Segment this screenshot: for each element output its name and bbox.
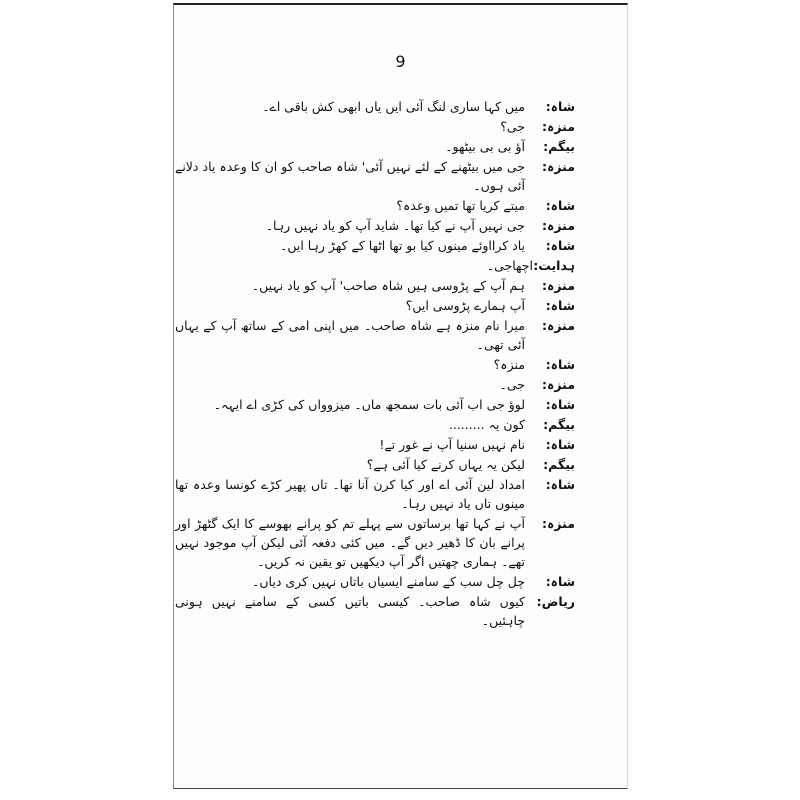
- dialogue-line: [175, 256, 575, 275]
- dialogue-line: [175, 514, 575, 571]
- speech-text: منزہ؟: [493, 357, 525, 372]
- speaker-label: بیگم:: [543, 139, 575, 154]
- speech-text: یاد کرااوئے مینوں کیا بو تھا اٹھا کے کھڑ رہا ایں۔: [280, 238, 525, 253]
- speaker-label: ہدایت:: [533, 258, 575, 273]
- speech-text: جی میں بیٹھنے کے لئے نہیں آئی' شاہ صاحب کو ان کا وعدہ یاد دلانے آئی ہوں۔: [175, 159, 525, 193]
- speaker-label: شاہ:: [545, 574, 575, 589]
- speaker-label: شاہ:: [545, 477, 575, 492]
- speech-text: آپ ہمارے پڑوسی ایں؟: [405, 298, 525, 313]
- dialogue-line: [175, 375, 575, 394]
- dialogue-line: [175, 196, 575, 215]
- speaker-label: منزہ:: [542, 377, 575, 392]
- speech-text: میرا نام منزہ ہے شاہ صاحب۔ میں اپنی امی کے ساتھ آپ کے یہاں آئی تھی۔: [175, 318, 525, 352]
- dialogue-line: [175, 296, 575, 315]
- dialogue-line: [175, 216, 575, 235]
- speaker-label: شاہ:: [545, 238, 575, 253]
- speaker-label: شاہ:: [545, 357, 575, 372]
- page-number: 9: [395, 52, 406, 71]
- speaker-label: شاہ:: [545, 198, 575, 213]
- speaker-label: بیگم:: [543, 417, 575, 432]
- dialogue-line: [175, 97, 575, 116]
- speech-text: کیوں شاہ صاحب۔ کیسی باتیں کسی کے سامنے نہیں ہونی چاہئیں۔: [175, 594, 525, 628]
- speaker-label: بیگم:: [543, 457, 575, 472]
- dialogue-line: [175, 355, 575, 374]
- speech-text: میتے کریا تھا تمیں وعدہ؟: [396, 198, 525, 213]
- speech-text: آپ نے کہا تھا برساتوں سے پہلے تم کو پرانے بھوسے کا ایک گٹھڑ اور پرانے بان کا ڈھیر دیں گے۔ میں کئی دفعہ آئی لیکن آپ موجود نہیں تھے۔ ہماری چھتیں اگر آپ دیکھیں تو یقین نہ کریں۔: [175, 516, 525, 569]
- speech-text: امداد لین آئی اے اور کیا کرن آنا تھا۔ تاں پھیر کڑے کونسا وعدہ تھا مینوں تاں یاد نہیں رہا۔: [175, 477, 525, 511]
- speaker-label: شاہ:: [545, 437, 575, 452]
- dialogue-line: [175, 236, 575, 255]
- speech-text: آؤ بی بی بیٹھو۔: [445, 139, 525, 154]
- dialogue-line: [175, 592, 575, 630]
- dialogue-body: [175, 97, 575, 631]
- speaker-label: منزہ:: [542, 119, 575, 134]
- speaker-label: ریاض:: [536, 594, 575, 609]
- book-page: [173, 3, 628, 789]
- speech-text: کون یہ .........: [448, 417, 525, 432]
- dialogue-line: [175, 117, 575, 136]
- speech-text: جی؟: [500, 119, 525, 134]
- dialogue-line: [175, 455, 575, 474]
- dialogue-line: [175, 415, 575, 434]
- dialogue-line: [175, 157, 575, 195]
- speech-text: جی نہیں آپ نے کیا تھا۔ شاید آپ کو یاد نہیں رہا۔: [265, 218, 525, 233]
- speech-text: اچھاجی۔: [486, 258, 533, 273]
- speech-text: لیکن یہ یہاں کرنے کیا آئی ہے؟: [366, 457, 525, 472]
- speech-text: لوؤ جی اب آئی بات سمجھ ماں۔ میزوواں کی کڑی اے ایہہ۔: [213, 397, 525, 412]
- speech-text: نام نہیں سنیا آپ نے غور تے!: [379, 437, 525, 452]
- dialogue-line: [175, 475, 575, 513]
- speech-text: چل چل سب کے سامنے ایسیاں باتاں نہیں کری دیاں۔: [252, 574, 525, 589]
- speech-text: جی۔: [499, 377, 525, 392]
- dialogue-line: [175, 572, 575, 591]
- speaker-label: منزہ:: [542, 218, 575, 233]
- speaker-label: منزہ:: [542, 159, 575, 174]
- dialogue-line: [175, 276, 575, 295]
- speaker-label: شاہ:: [545, 298, 575, 313]
- speech-text: ہم آپ کے پڑوسی ہیں شاہ صاحب' آپ کو یاد نہیں۔: [251, 278, 525, 293]
- speaker-label: شاہ:: [545, 397, 575, 412]
- dialogue-line: [175, 316, 575, 354]
- speaker-label: منزہ:: [542, 516, 575, 531]
- speaker-label: شاہ:: [545, 99, 575, 114]
- dialogue-line: [175, 435, 575, 454]
- speech-text: میں کہا ساری لنگ آئی ایں یاں ابھی کش باقی اے۔: [262, 99, 525, 114]
- dialogue-line: [175, 395, 575, 414]
- dialogue-line: [175, 137, 575, 156]
- speaker-label: منزہ:: [542, 278, 575, 293]
- speaker-label: منزہ:: [542, 318, 575, 333]
